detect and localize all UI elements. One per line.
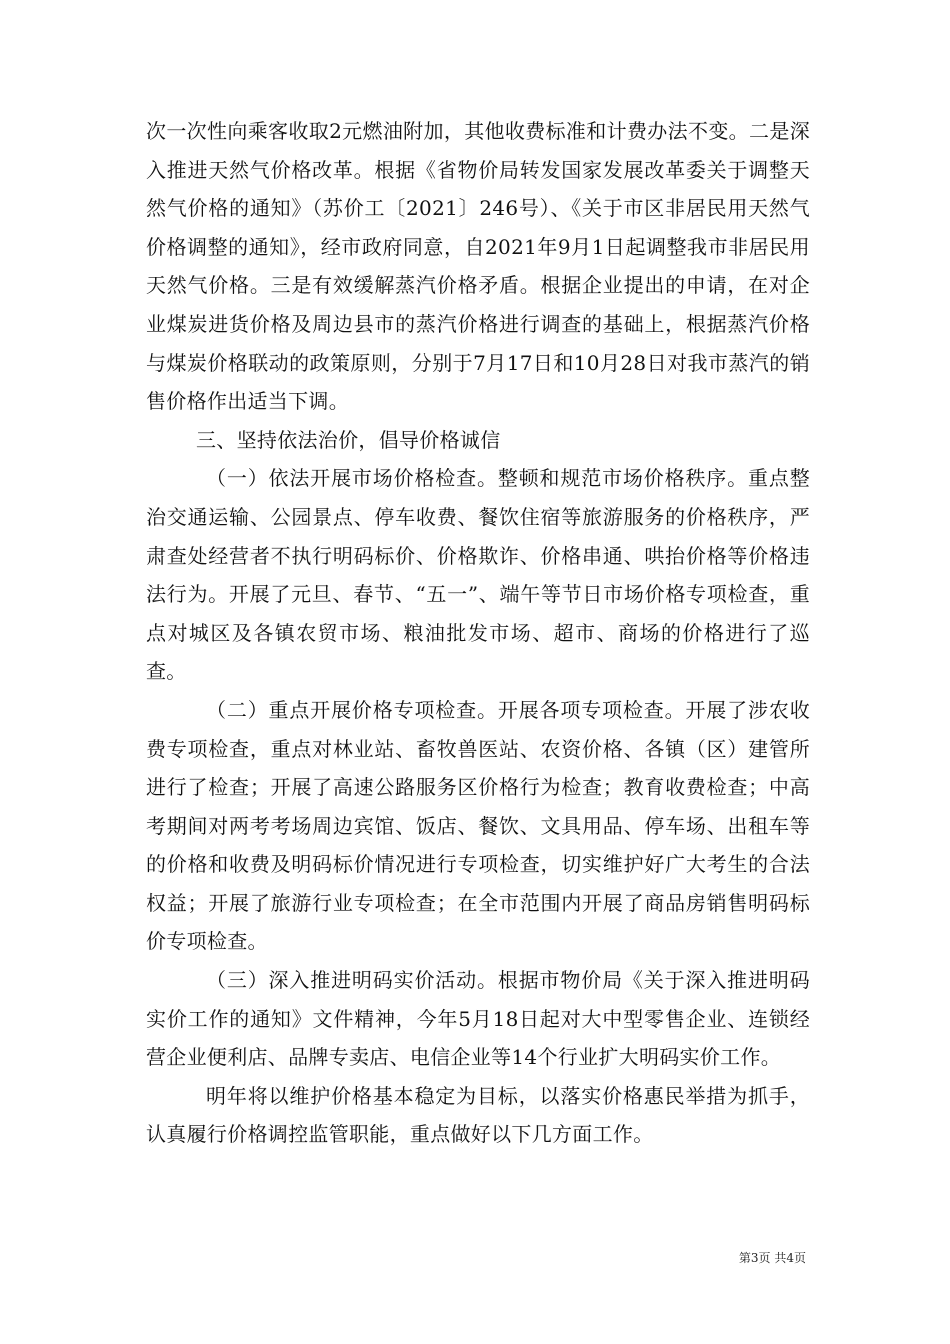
paragraph-special-price-inspection: （二）重点开展价格专项检查。开展各项专项检查。开展了涉农收费专项检查，重点对林业站、畜牧兽医站、农资价格、各镇（区）建管所进行了检查；开展了高速公路服务区价格行为检查；教育收费检查；中高考期间对两考考场周边宾馆、饭店、餐饮、文具用品、停车场、出租车等的价格和收费及明码标价情况进行专项检查，切实维护好广大考生的合法权益；开展了旅游行业专项检查；在全市范围内开展了商品房销售明码标价专项检查。 <box>146 697 810 954</box>
section-heading-three: 三、坚持依法治价，倡导价格诚信 <box>196 427 501 452</box>
paragraph-next-year-plan: 明年将以维护价格基本稳定为目标，以落实价格惠民举措为抓手，认真履行价格调控监管职能，重点做好以下几方面工作。 <box>146 1083 810 1147</box>
paragraph-clear-pricing-activity: （三）深入推进明码实价活动。根据市物价局《关于深入推进明码实价工作的通知》文件精神，今年5月18日起对大中型零售企业、连锁经营企业便利店、品牌专卖店、电信企业等14个行业扩大明码实价工作。 <box>146 968 810 1070</box>
document-body <box>146 112 810 1154</box>
page-number-footer: 第3页 共4页 <box>738 1251 806 1265</box>
paragraph-market-price-inspection: （一）依法开展市场价格检查。整顿和规范市场价格秩序。重点整治交通运输、公园景点、停车收费、餐饮住宿等旅游服务的价格秩序，严肃查处经营者不执行明码标价、价格欺诈、价格串通、哄抬价格等价格违法行为。开展了元旦、春节、“五一”、端午等节日市场价格专项检查，重点对城区及各镇农贸市场、粮油批发市场、超市、商场的价格进行了巡查。 <box>146 466 810 684</box>
paragraph-fuel-gas-steam-pricing: 次一次性向乘客收取2元燃油附加，其他收费标准和计费办法不变。二是深入推进天然气价格改革。根据《省物价局转发国家发展改革委关于调整天然气价格的通知》（苏价工〔2021〕246号）、《关于市区非居民用天然气价格调整的通知》，经市政府同意，自2021年9月1日起调整我市非居民用天然气价格。三是有效缓解蒸汽价格矛盾。根据企业提出的申请，在对企业煤炭进货价格及周边县市的蒸汽价格进行调查的基础上，根据蒸汽价格与煤炭价格联动的政策原则，分别于7月17日和10月28日对我市蒸汽的销售价格作出适当下调。 <box>146 119 810 414</box>
